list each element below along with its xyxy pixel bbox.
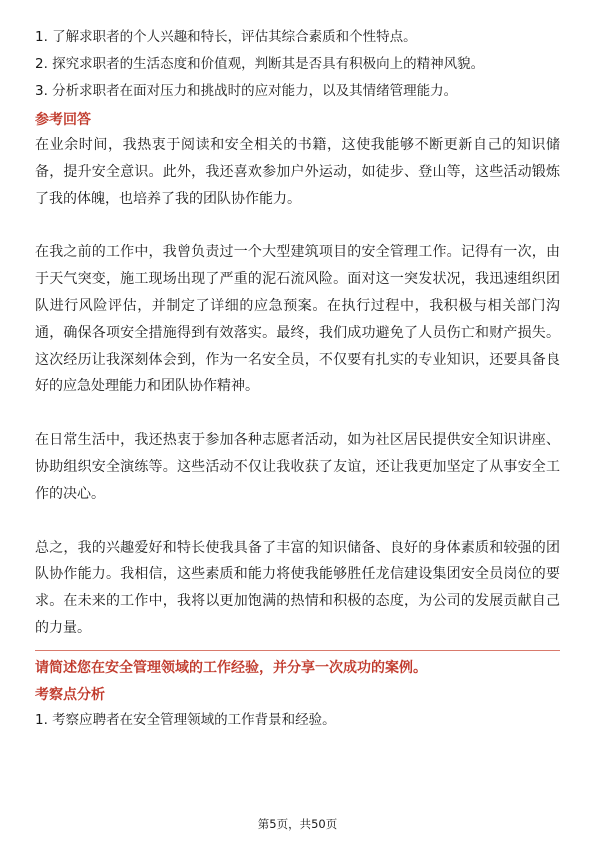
paragraph-gap xyxy=(35,400,560,427)
intro-list-item: 1. 了解求职者的个人兴趣和特长，评估其综合素质和个性特点。 xyxy=(35,29,417,45)
next-question: 请简述您在安全管理领域的工作经验，并分享一次成功的案例。 xyxy=(35,659,427,676)
paragraph-gap xyxy=(35,508,560,535)
analysis-heading: 考察点分析 xyxy=(35,686,105,703)
paragraph-gap xyxy=(35,212,560,239)
intro-list-item: 2. 探究求职者的生活态度和价值观，判断其是否具有积极向上的精神风貌。 xyxy=(35,56,485,72)
answer-paragraph: 在日常生活中，我还热衷于参加各种志愿者活动，如为社区居民提供安全知识讲座、协助组织安全演练等。这些活动不仅让我收获了友谊，还让我更加坚定了从事安全工作的决心。 xyxy=(35,432,560,502)
page-footer: 第5页，共50页 xyxy=(257,817,338,831)
document-page xyxy=(35,24,560,734)
answer-paragraph: 在我之前的工作中，我曾负责过一个大型建筑项目的安全管理工作。记得有一次，由于天气突变，施工现场出现了严重的泥石流风险。面对这一突发状况，我迅速组织团队进行风险评估，并制定了详细的应急预案。在执行过程中，我积极与相关部门沟通，确保各项安全措施得到有效落实。最终，我们成功避免了人员伤亡和财产损失。这次经历让我深刻体会到，作为一名安全员，不仅要有扎实的专业知识，还要具备良好的应急处理能力和团队协作精神。 xyxy=(35,244,560,395)
analysis-list-item: 1. 考察应聘者在安全管理领域的工作背景和经验。 xyxy=(35,711,336,728)
section-divider xyxy=(35,650,560,651)
reference-answer-heading: 参考回答 xyxy=(35,112,91,128)
intro-list-item: 3. 分析求职者在面对压力和挑战时的应对能力，以及其情绪管理能力。 xyxy=(35,83,458,99)
answer-paragraph: 总之，我的兴趣爱好和特长使我具备了丰富的知识储备、良好的身体素质和较强的团队协作能力。我相信，这些素质和能力将使我能够胜任龙信建设集团安全员岗位的要求。在未来的工作中，我将以更加饱满的热情和积极的态度，为公司的发展贡献自己的力量。 xyxy=(35,539,560,636)
answer-paragraph: 在业余时间，我热衷于阅读和安全相关的书籍，这使我能够不断更新自己的知识储备，提升安全意识。此外，我还喜欢参加户外运动，如徒步、登山等，这些活动锻炼了我的体魄，也培养了我的团队协作能力。 xyxy=(35,137,560,207)
